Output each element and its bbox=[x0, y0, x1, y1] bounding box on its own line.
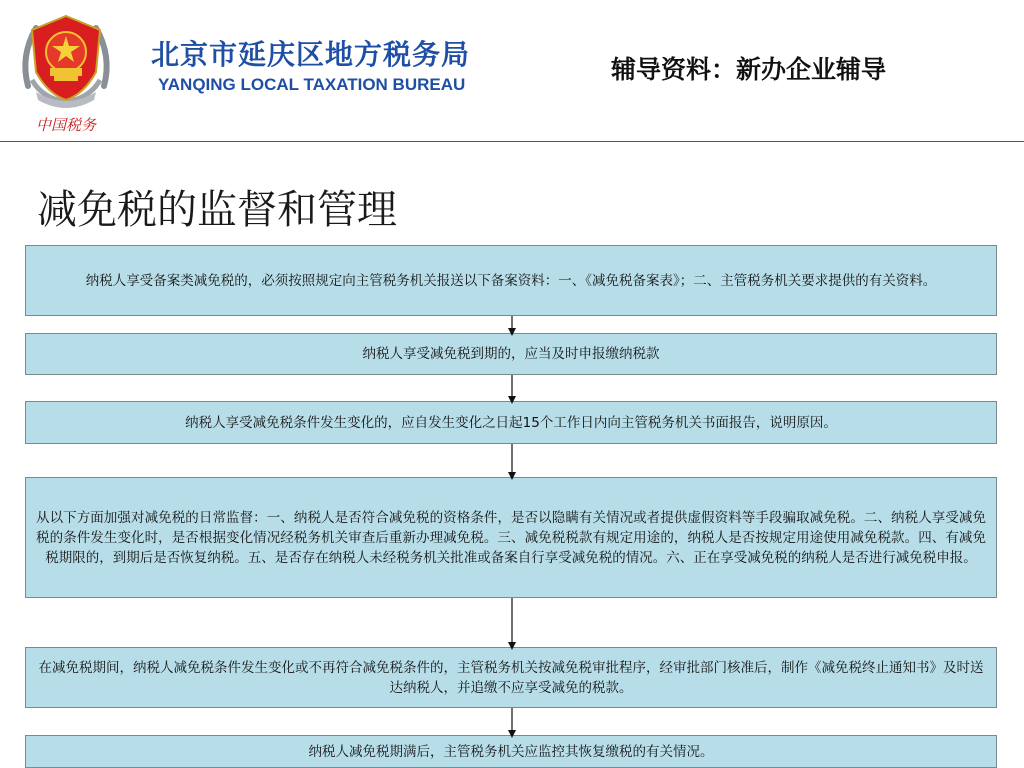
flow-step-4-text: 从以下方面加强对减免税的日常监督：一、纳税人是否符合减免税的资格条件，是否以隐瞒有关情况或者提供虚假资料等手段骗取减免税。二、纳税人享受减免税的条件发生变化时，是否根据变化情况经税务机关审查后重新办理减免税。三、减免税税款有规定用途的，纳税人是否按规定用途使用减免税款。四、有减免税期限的，到期后是否恢复纳税。五、是否存在纳税人未经税务机关批准或备案自行享受减免税的情况。六、正在享受减免税的纳税人是否进行减免税申报。 bbox=[36, 509, 986, 566]
guide-title: 辅导资料：新办企业辅导 bbox=[611, 55, 887, 84]
flow-step-6-text: 纳税人减免税期满后，主管税务机关应监控其恢复缴税的有关情况。 bbox=[308, 743, 714, 760]
flow-step-5-text: 在减免税期间，纳税人减免税条件发生变化或不再符合减免税条件的，主管税务机关按减免税审批程序，经审批部门核准后，制作《减免税终止通知书》及时送达纳税人，并追缴不应享受减免的税款。 bbox=[38, 659, 984, 696]
flow-step-3-text: 纳税人享受减免税条件发生变化的，应自发生变化之日起15个工作日内向主管税务机关书面报告，说明原因。 bbox=[185, 414, 837, 431]
flow-step-1-text: 纳税人享受备案类减免税的，必须按照规定向主管税务机关报送以下备案资料：一、《减免税备案表》；二、主管税务机关要求提供的有关资料。 bbox=[85, 272, 937, 289]
flow-step-2-text: 纳税人享受减免税到期的，应当及时申报缴纳税款 bbox=[362, 346, 660, 362]
bureau-name-en: YANQING LOCAL TAXATION BUREAU bbox=[158, 75, 466, 94]
bureau-name-cn: 北京市延庆区地方税务局 bbox=[151, 38, 471, 71]
page-title: 减免税的监督和管理 bbox=[37, 187, 397, 233]
emblem-caption: 中国税务 bbox=[35, 116, 97, 134]
